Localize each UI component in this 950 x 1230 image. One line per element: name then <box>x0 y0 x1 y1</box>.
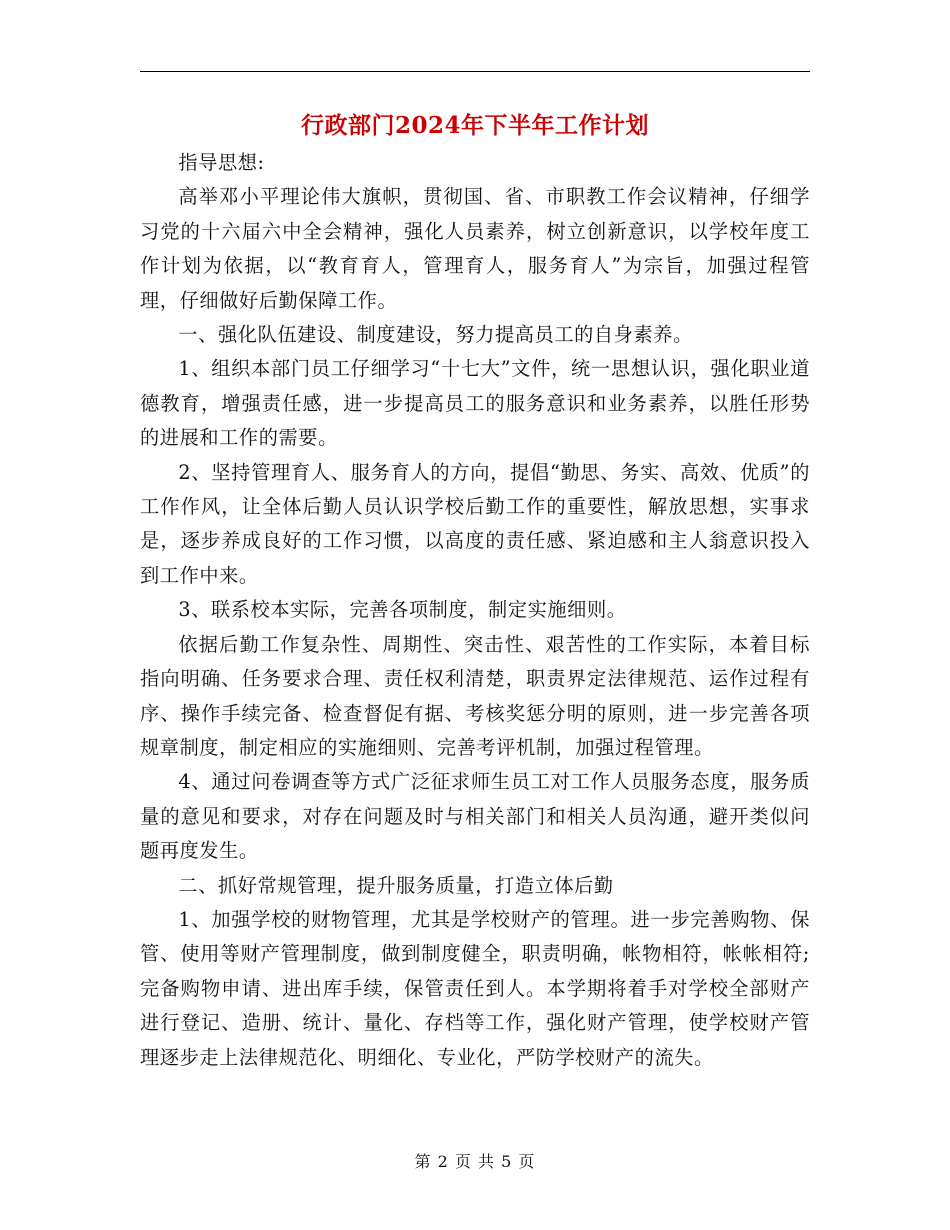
paragraph-section-two-item-1: 1、加强学校的财物管理，尤其是学校财产的管理。进一步完善购物、保管、使用等财产管理制度，做到制度健全，职责明确，帐物相符，帐帐相符;完备购物申请、进出库手续，保管责任到人。本学期将着手对学校全部财产进行登记、造册、统计、量化、存档等工作，强化财产管理，使学校财产管理逐步走上法律规范化、明细化、专业化，严防学校财产的流失。 <box>140 907 810 1069</box>
paragraph-section-one-heading: 一、强化队伍建设、制度建设，努力提高员工的自身素养。 <box>178 323 693 347</box>
paragraph-guiding-ideology-heading: 指导思想: <box>178 151 265 174</box>
paragraph-item-3-detail: 依据后勤工作复杂性、周期性、突击性、艰苦性的工作实际，本着目标指向明确、任务要求合理、责任权利清楚，职责界定法律规范、运作过程有序、操作手续完备、检查督促有据、考核奖惩分明的原则，进一步完善各项规章制度，制定相应的实施细则、完善考评机制，加强过程管理。 <box>140 632 810 759</box>
paragraph-item-3: 3、联系校本实际，完善各项制度，制定实施细则。 <box>178 598 627 622</box>
paragraph-section-two-heading: 二、抓好常规管理，提升服务质量，打造立体后勤 <box>178 873 614 897</box>
header-rule <box>140 71 810 72</box>
paragraph-item-2: 2、坚持管理育人、服务育人的方向，提倡“勤思、务实、高效、优质”的工作作风，让全体后勤人员认识学校后勤工作的重要性，解放思想，实事求是，逐步养成良好的工作习惯，以高度的责任感、紧迫感和主人翁意识投入到工作中来。 <box>140 460 810 587</box>
paragraph-guiding-ideology: 高举邓小平理论伟大旗帜，贯彻国、省、市职教工作会议精神，仔细学习党的十六届六中全会精神，强化人员素养，树立创新意识，以学校年度工作计划为依据，以“教育育人，管理育人，服务育人”为宗旨，加强过程管理，仔细做好后勤保障工作。 <box>140 185 810 312</box>
document-title: 行政部门2024年下半年工作计划 <box>300 112 649 139</box>
paragraph-item-4: 4、通过问卷调查等方式广泛征求师生员工对工作人员服务态度，服务质量的意见和要求，对存在问题及时与相关部门和相关人员沟通，避开类似问题再度发生。 <box>140 770 810 863</box>
paragraph-item-1: 1、组织本部门员工仔细学习“十七大”文件，统一思想认识，强化职业道德教育，增强责任感，进一步提高员工的服务意识和业务素养，以胜任形势的进展和工作的需要。 <box>140 357 810 450</box>
page-number-footer: 第 2 页 共 5 页 <box>414 1152 536 1171</box>
document-body <box>140 146 810 1075</box>
